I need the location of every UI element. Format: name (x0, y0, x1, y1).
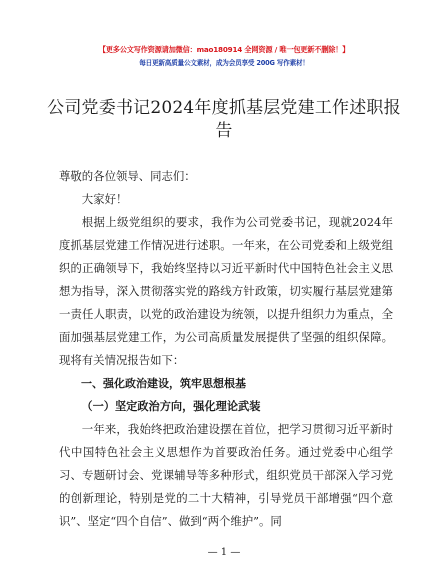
salutation: 尊敬的各位领导、同志们： (59, 169, 196, 183)
section-heading-1: 一、强化政治建设，筑牢思想根基 (81, 377, 246, 390)
greeting: 大家好！ (81, 192, 128, 206)
document-title: 公司党委书记2024年度抓基层党建工作述职报告 (47, 98, 401, 141)
page-number: — 1 — (207, 547, 241, 558)
promo-banner-line-1: 【更多公文写作资源请加微信：mao180914 全网资源 / 唯一包更新不删除！】 (98, 45, 350, 54)
document-body (59, 165, 393, 533)
intro-paragraph: 根据上级党组织的要求，我作为公司党委书记，现就2024年度抓基层党建工作情况进行述职。一年来，在公司党委和上级党组织的正确领导下，我始终坚持以习近平新时代中国特色社会主义思想为指导，深入贯彻落实党的路线方针政策，切实履行基层党建第一责任人职责，以党的政治建设为统领，以提升组织力为重点，全面加强基层党建工作，为公司高质量发展提供了坚强的组织保障。现将有关情况报告如下： (59, 215, 393, 367)
promo-banner-line-2: 每日更新高质量公文素材，成为会员享受 200G 写作素材！ (139, 59, 309, 67)
subsection-paragraph-1: 一年来，我始终把政治建设摆在首位，把学习贯彻习近平新时代中国特色社会主义思想作为首要政治任务。通过党委中心组学习、专题研讨会、党课辅导等多种形式，组织党员干部深入学习党的创新理论，特别是党的二十大精神，引导党员干部增强“四个意识”、坚定“四个自信”、做到“两个维护”。同 (59, 422, 393, 528)
subsection-heading-1: （一）坚定政治方向，强化理论武装 (81, 399, 261, 413)
